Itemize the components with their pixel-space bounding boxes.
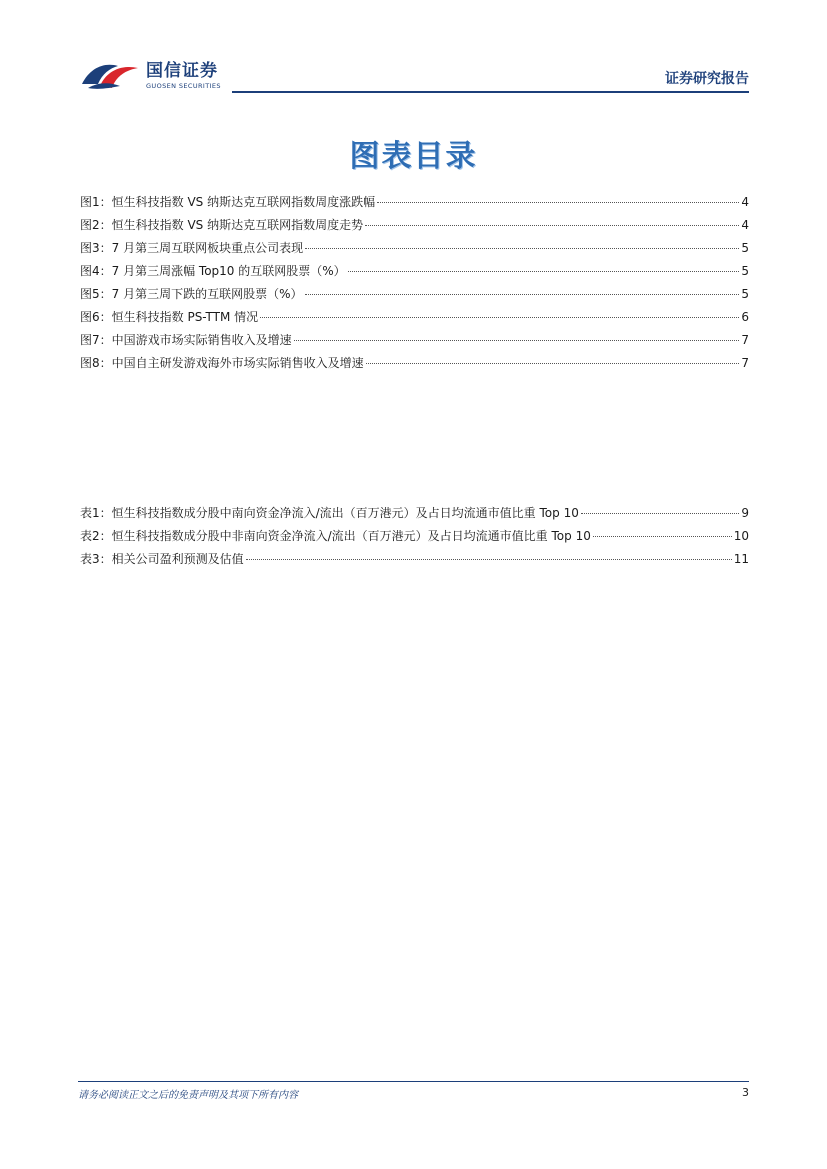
entry-label: 表2：: [80, 529, 112, 543]
entry-title: 7 月第三周下跌的互联网股票（%）: [111, 287, 303, 301]
entry-title: 恒生科技指数 VS 纳斯达克互联网指数周度走势: [111, 218, 364, 232]
entry-label: 图8：: [80, 356, 112, 370]
entry-page: 6: [741, 310, 749, 324]
dot-leader: [593, 536, 732, 537]
entry-label: 图2：: [80, 218, 112, 232]
entry-title: 相关公司盈利预测及估值: [111, 552, 244, 566]
brand-name-en: GUOSEN SECURITIES: [146, 82, 221, 90]
report-type: 证券研究报告: [665, 71, 749, 87]
dot-leader: [305, 294, 740, 295]
entry-title: 7 月第三周互联网板块重点公司表现: [111, 241, 304, 255]
dot-leader: [581, 513, 740, 514]
entry-label: 图5：: [80, 287, 112, 301]
dot-leader: [365, 225, 739, 226]
dot-leader: [348, 271, 740, 272]
entry-label: 图7：: [80, 333, 112, 347]
toc-entry-figure-6[interactable]: [80, 310, 749, 333]
entry-title: 中国游戏市场实际销售收入及增速: [111, 333, 292, 347]
brand-name-cn: 国信证券: [146, 61, 218, 81]
entry-title: 恒生科技指数 PS-TTM 情况: [111, 310, 259, 324]
toc-entry-table-3[interactable]: [80, 552, 749, 575]
toc-entry-figure-3[interactable]: [80, 241, 749, 264]
entry-page: 4: [741, 218, 749, 232]
entry-page: 7: [741, 333, 749, 347]
toc-entry-figure-7[interactable]: [80, 333, 749, 356]
footer-disclaimer: 请务必阅读正文之后的免责声明及其项下所有内容: [78, 1090, 298, 1101]
entry-title: 中国自主研发游戏海外市场实际销售收入及增速: [111, 356, 364, 370]
dot-leader: [305, 248, 739, 249]
page-header: [0, 0, 827, 100]
entry-page: 9: [741, 506, 749, 520]
table-list: [80, 506, 749, 575]
entry-title: 恒生科技指数成分股中南向资金净流入/流出（百万港元）及占日均流通市值比重 Top 10: [111, 506, 579, 520]
figure-list: [80, 195, 749, 379]
page-title: 图表目录: [349, 139, 478, 174]
dot-leader: [366, 363, 740, 364]
entry-label: 图6：: [80, 310, 112, 324]
dot-leader: [294, 340, 740, 341]
entry-label: 表3：: [80, 552, 112, 566]
entry-page: 5: [741, 241, 749, 255]
entry-page: 5: [741, 287, 749, 301]
toc-entry-figure-2[interactable]: [80, 218, 749, 241]
guosen-logo-icon: [80, 58, 140, 92]
entry-page: 5: [741, 264, 749, 278]
entry-page: 4: [741, 195, 749, 209]
entry-page: 10: [733, 529, 749, 543]
entry-label: 图1：: [80, 195, 112, 209]
entry-label: 图4：: [80, 264, 112, 278]
entry-label: 图3：: [80, 241, 112, 255]
footer-divider: [78, 1081, 749, 1082]
entry-label: 表1：: [80, 506, 112, 520]
dot-leader: [246, 559, 732, 560]
toc-entry-figure-5[interactable]: [80, 287, 749, 310]
toc-entry-table-1[interactable]: [80, 506, 749, 529]
brand: [146, 62, 221, 90]
entry-page: 11: [733, 552, 749, 566]
toc-entry-figure-8[interactable]: [80, 356, 749, 379]
page-number: 3: [742, 1086, 749, 1099]
dot-leader: [377, 202, 739, 203]
entry-page: 7: [741, 356, 749, 370]
entry-title: 7 月第三周涨幅 Top10 的互联网股票（%）: [111, 264, 346, 278]
toc-entry-table-2[interactable]: [80, 529, 749, 552]
toc-entry-figure-4[interactable]: [80, 264, 749, 287]
entry-title: 恒生科技指数 VS 纳斯达克互联网指数周度涨跌幅: [111, 195, 376, 209]
header-divider: [232, 91, 749, 93]
dot-leader: [260, 317, 739, 318]
entry-title: 恒生科技指数成分股中非南向资金净流入/流出（百万港元）及占日均流通市值比重 Top 10: [111, 529, 591, 543]
toc-entry-figure-1[interactable]: [80, 195, 749, 218]
